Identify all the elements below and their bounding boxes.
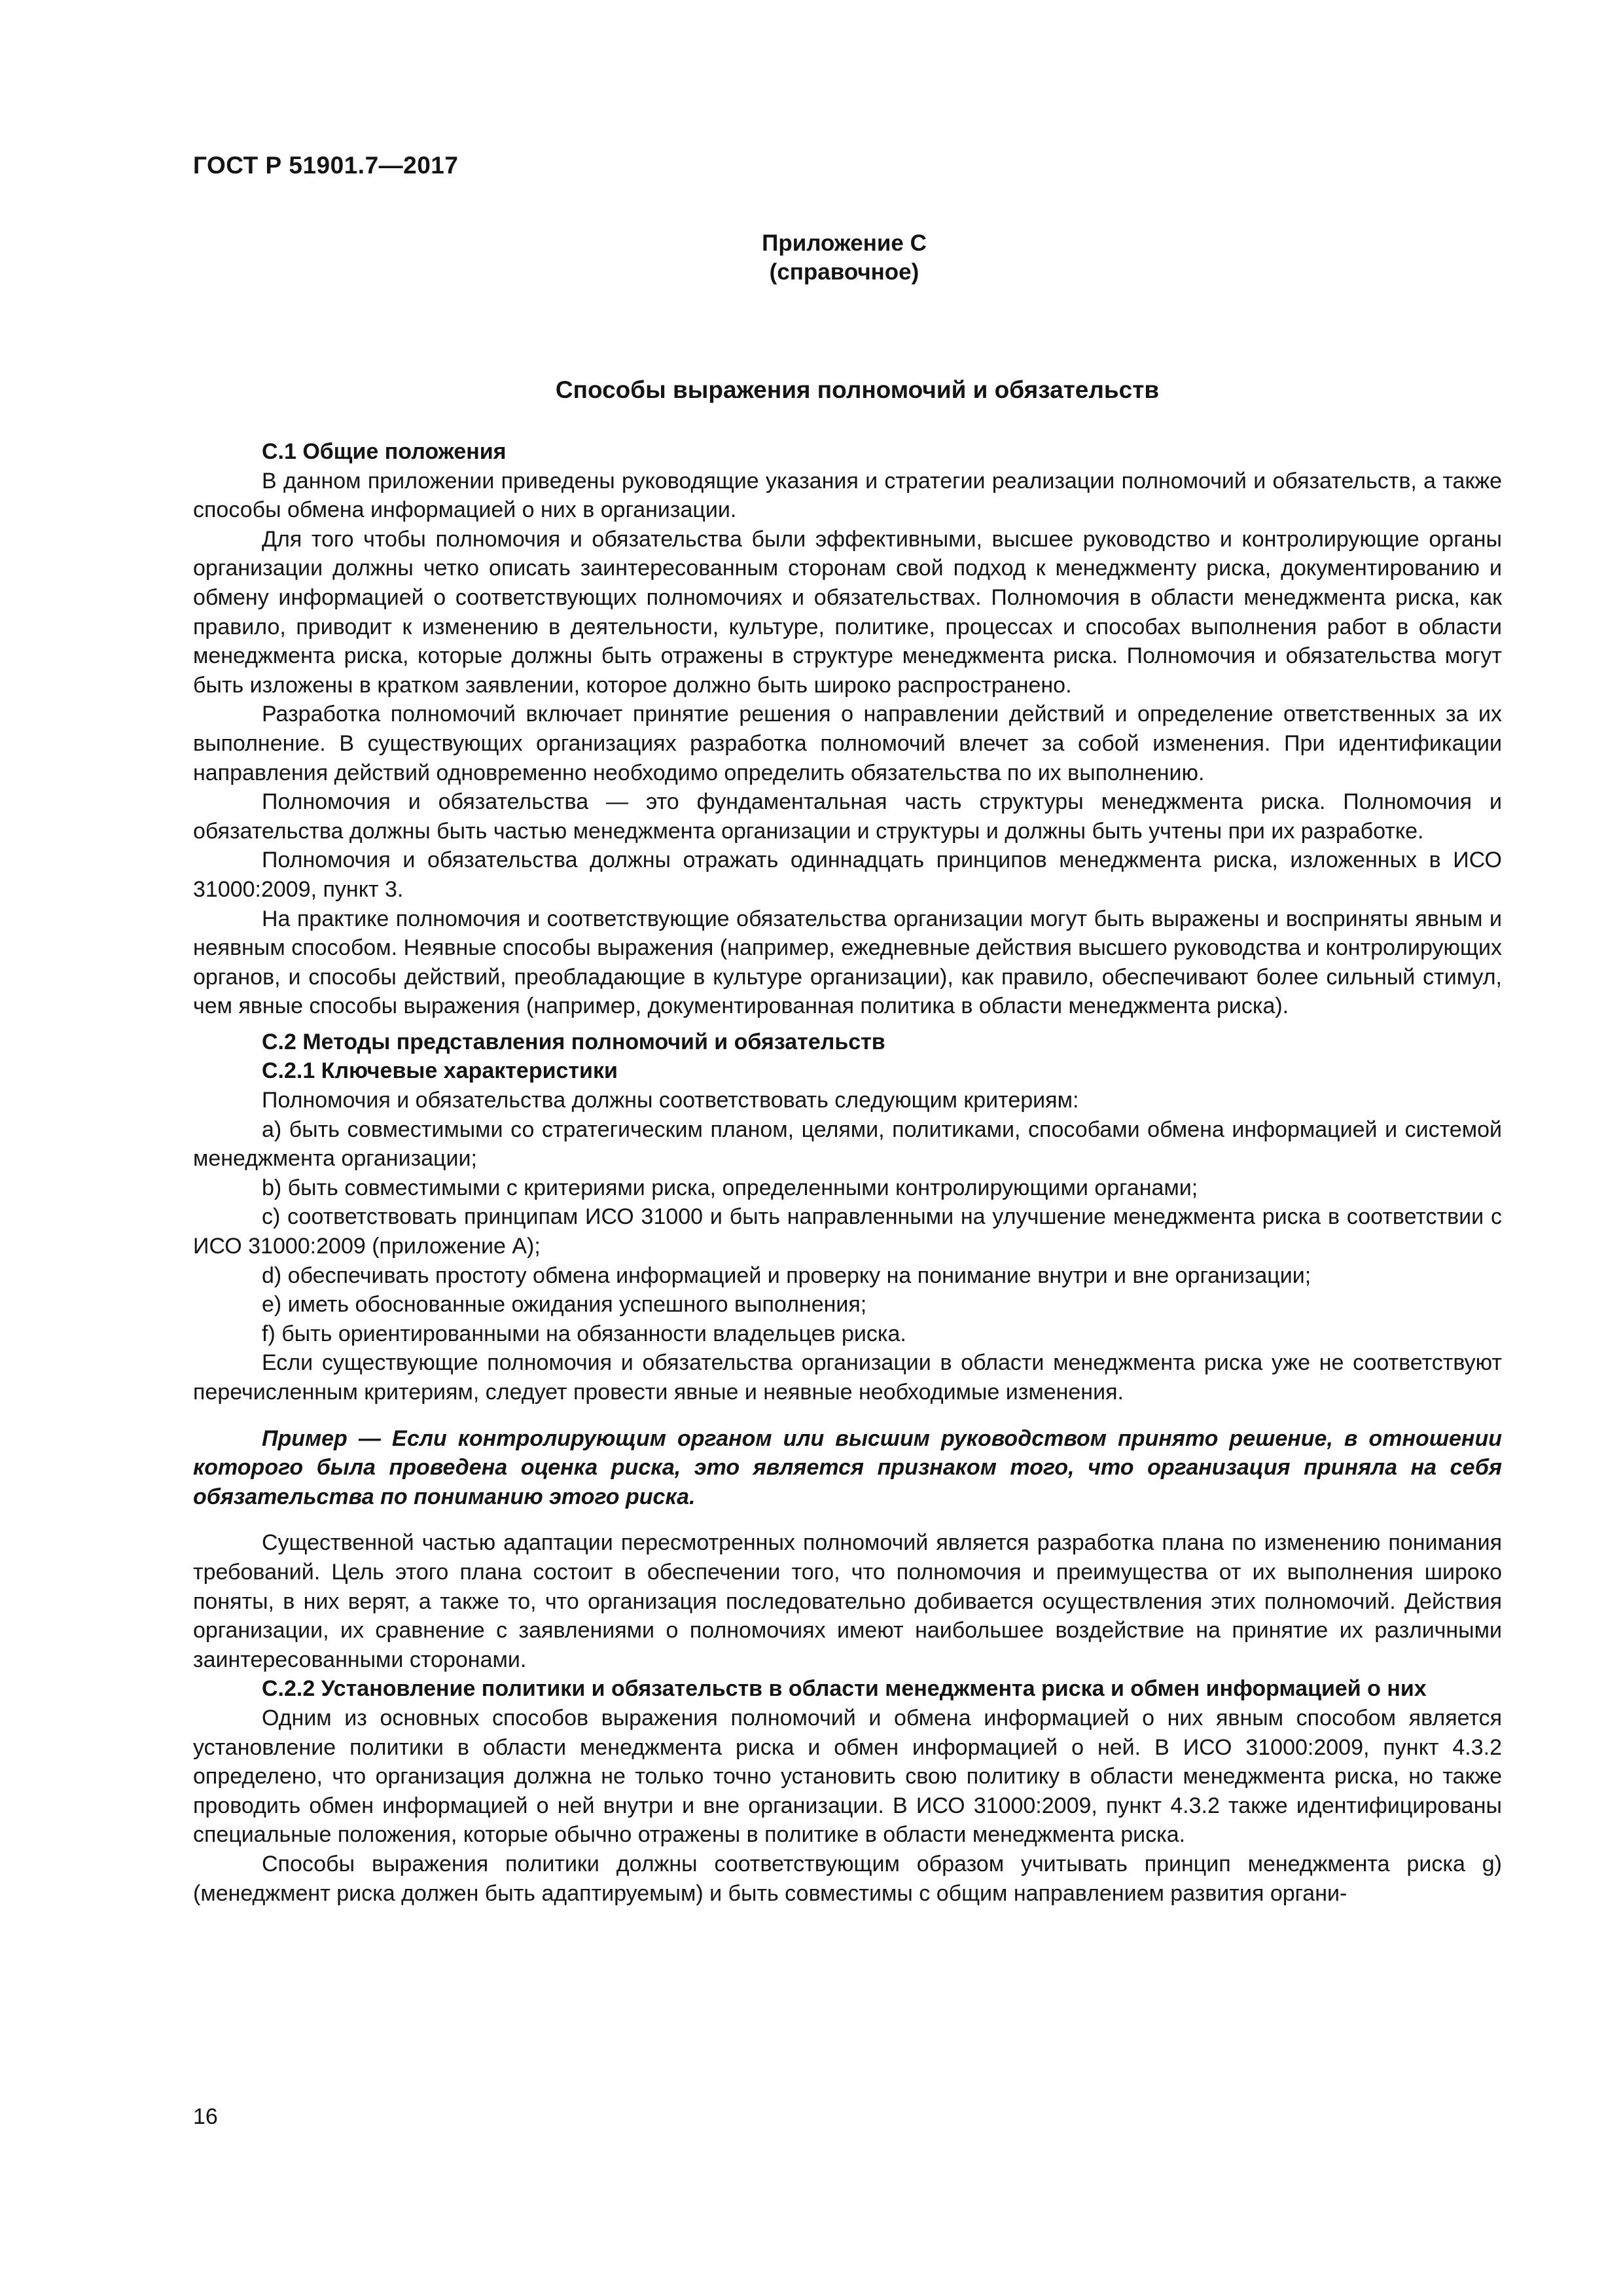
- subsection-heading-c22: С.2.2 Установление политики и обязательств в области менеджмента риска и обмен информацией о них: [262, 1676, 1427, 1702]
- section-heading-c1: С.1 Общие положения: [262, 439, 507, 464]
- paragraph: На практике полномочия и соответствующие обязательства организации могут быть выражены и восприняты явным и неявным способом. Неявные способы выражения (например, ежедневные действия высшего руководства и контролирующих органов, и способы действий, преобладающие в культуре организации), как правило, обеспечивают более сильный стимул, чем явные способы выражения (например, документированная политика в области менеджмента риска).: [193, 906, 1502, 1019]
- subsection-heading-c21: С.2.1 Ключевые характеристики: [262, 1058, 618, 1084]
- list-item: d) обеспечивать простоту обмена информацией и проверку на понимание внутри и вне организации;: [262, 1263, 1311, 1288]
- list-item: b) быть совместимыми с критериями риска, определенными контролирующими органами;: [262, 1175, 1198, 1200]
- appendix-label: Приложение С: [762, 230, 927, 256]
- paragraph: Для того чтобы полномочия и обязательства были эффективными, высшее руководство и контролирующие органы организации должны четко описать заинтересованным сторонам свой подход к менеджменту риска, документированию и обмену информацией о соответствующих полномочиях и обязательствах. Полномочия в области менеджмента риска, как правило, приводит к изменению в деятельности, культуре, политике, процессах и способах выполнения работ в области менеджмента риска, которые должны быть отражены в структуре менеджмента риска. Полномочия и обязательства могут быть изложены в кратком заявлении, которое должно быть широко распространено.: [193, 526, 1502, 698]
- paragraph: Полномочия и обязательства — это фундаментальная часть структуры менеджмента риска. Полномочия и обязательства должны быть частью менеджмента организации и структуры и должны быть учтены при их разработке.: [193, 789, 1502, 844]
- appendix-kind: (справочное): [769, 259, 919, 285]
- list-item: a) быть совместимыми со стратегическим планом, целями, политиками, способами обмена информацией и системой менеджмента организации;: [193, 1117, 1502, 1172]
- list-item: c) соответствовать принципам ИСО 31000 и быть направленными на улучшение менеджмента риска в соответствии с ИСО 31000:2009 (приложение А);: [193, 1204, 1502, 1259]
- paragraph: Способы выражения политики должны соответствующим образом учитывать принцип менеджмента риска g) (менеджмент риска должен быть адаптируемым) и быть совместимы с общим направлением развития органи-: [193, 1851, 1502, 1906]
- document-body: [193, 437, 1502, 1908]
- appendix-title: Способы выражения полномочий и обязательств: [555, 376, 1160, 403]
- section-heading-c2: С.2 Методы представления полномочий и обязательств: [262, 1029, 885, 1054]
- paragraph: В данном приложении приведены руководящие указания и стратегии реализации полномочий и обязательств, а также способы обмена информацией о них в организации.: [193, 468, 1502, 523]
- paragraph: Разработка полномочий включает принятие решения о направлении действий и определение ответственных за их выполнение. В существующих организациях разработка полномочий влечет за собой изменения. При идентификации направления действий одновременно необходимо определить обязательства по их выполнению.: [193, 702, 1502, 785]
- list-item: f) быть ориентированными на обязанности владельцев риска.: [262, 1321, 906, 1346]
- document-standard-id: ГОСТ Р 51901.7—2017: [193, 152, 459, 179]
- paragraph: Полномочия и обязательства должны соответствовать следующим критериям:: [262, 1088, 1079, 1113]
- paragraph: Если существующие полномочия и обязательства организации в области менеджмента риска уже не соответствуют перечисленным критериям, следует провести явные и неявные необходимые изменения.: [193, 1350, 1502, 1405]
- paragraph: Полномочия и обязательства должны отражать одиннадцать принципов менеджмента риска, изложенных в ИСО 31000:2009, пункт 3.: [193, 848, 1502, 902]
- example-note: Пример — Если контролирующим органом или высшим руководством принято решение, в отношении которого была проведена оценка риска, это является признаком того, что организация приняла на себя обязательства по пониманию этого риска.: [193, 1426, 1502, 1509]
- paragraph: Существенной частью адаптации пересмотренных полномочий является разработка плана по изменению понимания требований. Цель этого плана состоит в обеспечении того, что полномочия и преимущества от их выполнения широко поняты, в них верят, а также то, что организация последовательно добивается осуществления этих полномочий. Действия организации, их сравнение с заявлениями о полномочиях имеют наибольшее воздействие на принятие их различными заинтересованными сторонами.: [193, 1530, 1502, 1672]
- list-item: e) иметь обоснованные ожидания успешного выполнения;: [262, 1292, 867, 1318]
- paragraph: Одним из основных способов выражения полномочий и обмена информацией о них явным способом является установление политики в области менеджмента риска и обмен информацией о ней. В ИСО 31000:2009, пункт 4.3.2 определено, что организация должна не только точно установить свою политику в области менеджмента риска, но также проводить обмен информацией о ней внутри и вне организации. В ИСО 31000:2009, пункт 4.3.2 также идентифицированы специальные положения, которые обычно отражены в политике в области менеджмента риска.: [193, 1705, 1502, 1848]
- page-number: 16: [193, 2104, 218, 2129]
